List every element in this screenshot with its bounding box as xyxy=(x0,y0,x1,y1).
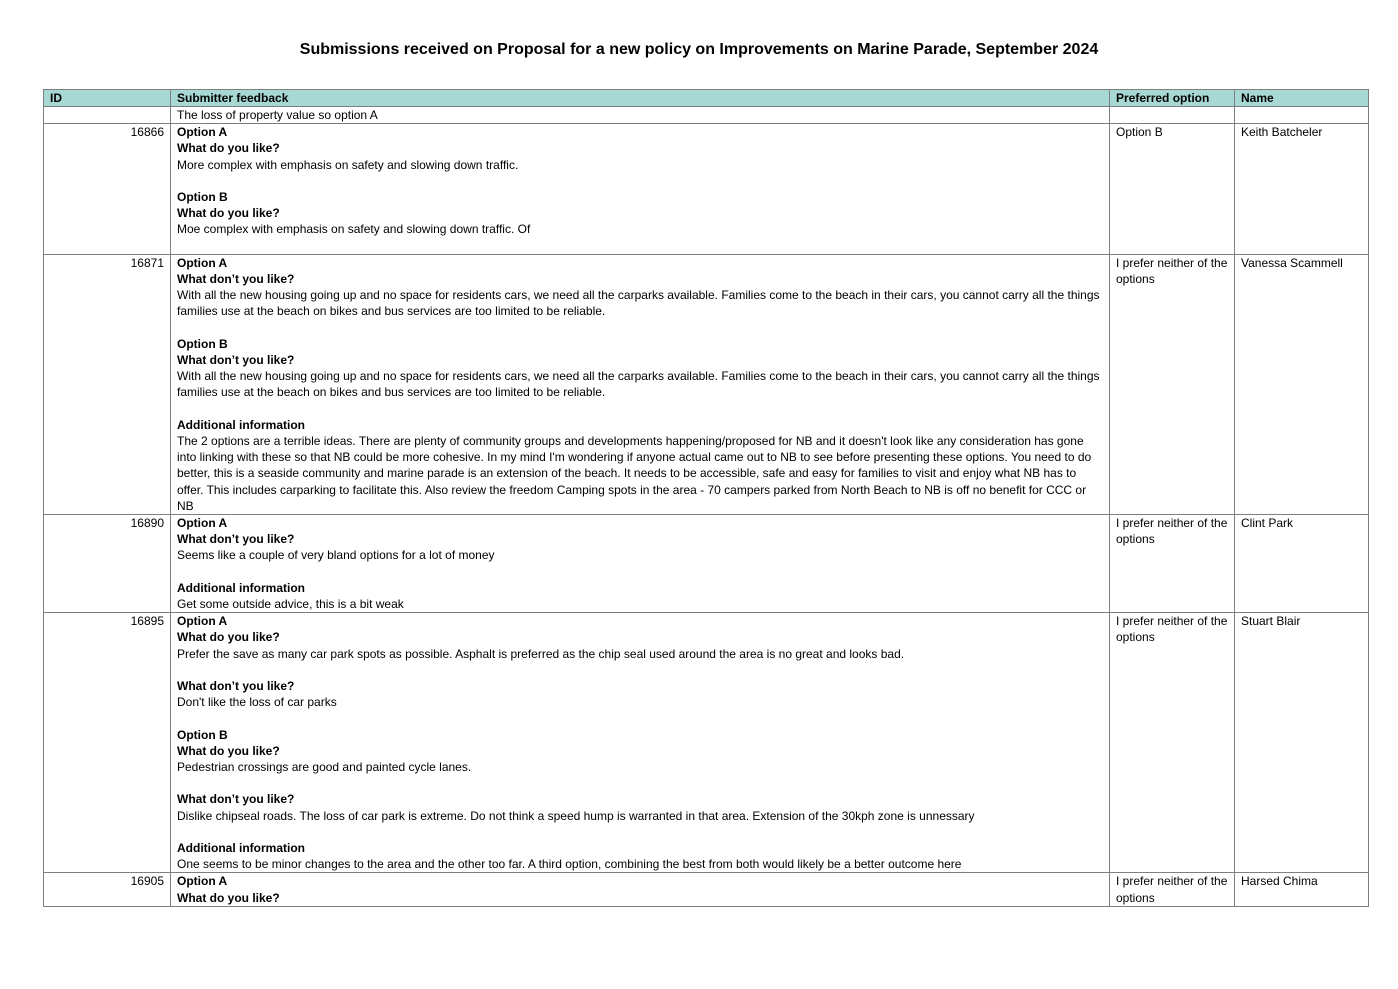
page-title: Submissions received on Proposal for a new policy on Improvements on Marine Parade, September 2024 xyxy=(299,41,1099,58)
section-question: What don’t you like? xyxy=(177,353,295,367)
section-question: What don’t you like? xyxy=(177,792,295,807)
section-question: What do you like? xyxy=(177,890,280,905)
preferred-option: I prefer neither of the options xyxy=(1110,515,1235,613)
section-text: The 2 options are a terrible ideas. There are plenty of community groups and developments happening/proposed for NB and it doesn't look like any consideration has gone into linking with these so that NB could be more cohesive. In my mind I'm wondering if anyone actual came out to NB to see before presenting these options. You need to do better, this is a seaside community and marine parade is an extension of the beach. It needs to be accessible, safe and easy for families to visit and enjoy what NB has to offer. This includes carparking to facilitate this. Also review the freedom Camping spots in the area - 70 campers parked from North Beach to NB is off no benefit for CCC or NB xyxy=(177,434,1092,513)
section-heading: Additional information xyxy=(177,417,305,432)
submitter-feedback xyxy=(171,613,1110,873)
feedback-section xyxy=(177,678,1103,710)
section-question: What do you like? xyxy=(177,141,280,156)
section-question: What do you like? xyxy=(177,743,280,758)
submitter-feedback xyxy=(171,873,1110,906)
preferred-option: I prefer neither of the options xyxy=(1110,873,1235,906)
submission-id: 16905 xyxy=(44,873,171,906)
table-row xyxy=(44,107,1369,124)
table-row xyxy=(44,515,1369,613)
section-heading: Option A xyxy=(177,874,228,889)
preferred-option: I prefer neither of the options xyxy=(1110,613,1235,873)
feedback-section xyxy=(177,107,1103,123)
preferred-option: Option B xyxy=(1110,124,1235,255)
column-header-name: Name xyxy=(1235,90,1369,107)
submitter-feedback xyxy=(171,254,1110,514)
section-text: Get some outside advice, this is a bit weak xyxy=(177,597,404,612)
section-text: One seems to be minor changes to the area and the other too far. A third option, combining the best from both would likely be a better outcome here xyxy=(177,857,962,872)
section-heading: Option B xyxy=(177,190,228,204)
section-text: With all the new housing going up and no space for residents cars, we need all the carparks available. Families come to the beach in their cars, you cannot carry all the things families use at the beach on bikes and bus services are too limited to be reliable. xyxy=(177,288,1100,319)
feedback-section xyxy=(177,189,1103,238)
column-header-id: ID xyxy=(44,90,171,107)
preferred-option: I prefer neither of the options xyxy=(1110,254,1235,514)
table-header-row xyxy=(44,90,1369,107)
submitter-name xyxy=(1235,107,1369,124)
submissions-table xyxy=(43,89,1369,907)
table-row xyxy=(44,613,1369,873)
section-text: Seems like a couple of very bland options for a lot of money xyxy=(177,548,495,563)
table-row xyxy=(44,873,1369,906)
submission-id: 16871 xyxy=(44,254,171,514)
feedback-section xyxy=(177,255,1103,320)
section-heading: Additional information xyxy=(177,841,305,855)
section-text: Moe complex with emphasis on safety and slowing down traffic. Of xyxy=(177,222,531,237)
submission-id: 16890 xyxy=(44,515,171,613)
submitter-feedback xyxy=(171,107,1110,124)
section-heading: Option A xyxy=(177,516,228,531)
section-text: Dislike chipseal roads. The loss of car park is extreme. Do not think a speed hump is warranted in that area. Extension of the 30kph zone is unnessary xyxy=(177,808,975,823)
section-text: With all the new housing going up and no space for residents cars, we need all the carparks available. Families come to the beach in their cars, you cannot carry all the things families use at the beach on bikes and bus services are too limited to be reliable. xyxy=(177,369,1100,400)
submitter-feedback xyxy=(171,515,1110,613)
section-question: What don’t you like? xyxy=(177,532,295,547)
section-heading: Option B xyxy=(177,336,228,351)
submitter-name: Clint Park xyxy=(1235,515,1369,613)
table-row xyxy=(44,124,1369,255)
column-header-feedback: Submitter feedback xyxy=(171,90,1110,107)
section-heading: Option A xyxy=(177,255,228,270)
section-question: What do you like? xyxy=(177,630,280,645)
submitter-name: Harsed Chima xyxy=(1235,873,1369,906)
submission-id: 16866 xyxy=(44,124,171,255)
column-header-preferred-option: Preferred option xyxy=(1110,90,1235,107)
feedback-section xyxy=(177,124,1103,173)
section-heading: Option B xyxy=(177,727,228,742)
feedback-section xyxy=(177,613,1103,662)
section-text: The loss of property value so option A xyxy=(177,108,378,122)
preferred-option xyxy=(1110,107,1235,124)
section-question: What do you like? xyxy=(177,206,280,221)
submitter-name: Keith Batcheler xyxy=(1235,124,1369,255)
feedback-section xyxy=(177,873,1103,905)
section-question: What don’t you like? xyxy=(177,272,295,286)
table-row xyxy=(44,254,1369,514)
feedback-section xyxy=(177,727,1103,776)
section-text: Prefer the save as many car park spots as possible. Asphalt is preferred as the chip seal used around the area is no great and looks bad. xyxy=(177,646,905,661)
feedback-section xyxy=(177,417,1103,514)
feedback-section xyxy=(177,791,1103,823)
table-body xyxy=(44,107,1369,907)
submission-id xyxy=(44,107,171,124)
section-text: More complex with emphasis on safety and slowing down traffic. xyxy=(177,157,519,172)
feedback-section xyxy=(177,840,1103,872)
feedback-section xyxy=(177,336,1103,401)
submitter-feedback xyxy=(171,124,1110,255)
submission-id: 16895 xyxy=(44,613,171,873)
section-question: What don’t you like? xyxy=(177,679,295,694)
section-heading: Option A xyxy=(177,125,228,140)
section-text: Pedestrian crossings are good and painted cycle lanes. xyxy=(177,760,472,775)
section-heading: Additional information xyxy=(177,580,305,595)
spacer xyxy=(177,238,1103,254)
feedback-section xyxy=(177,580,1103,612)
feedback-section xyxy=(177,515,1103,564)
section-text: Don't like the loss of car parks xyxy=(177,695,337,710)
submitter-name: Vanessa Scammell xyxy=(1235,254,1369,514)
section-heading: Option A xyxy=(177,614,228,629)
submitter-name: Stuart Blair xyxy=(1235,613,1369,873)
